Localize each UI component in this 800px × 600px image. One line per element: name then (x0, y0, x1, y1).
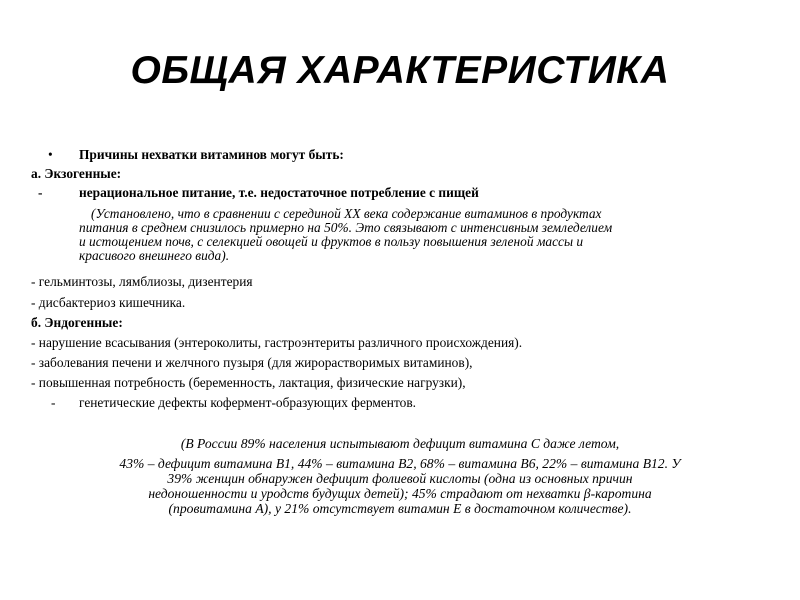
endogenous-item: - нарушение всасывания (энтероколиты, гастроэнтериты различного происхождения). (31, 335, 523, 350)
note-line: и истощением почв, с селекцией овощей и фруктов в пользу повышения зеленой массы и (79, 234, 584, 249)
exogenous-heading: а. Экзогенные: (31, 166, 122, 181)
exogenous-note (79, 207, 612, 263)
exogenous-item: - гельминтозы, лямблиозы, дизентерия (31, 274, 253, 289)
exogenous-item: - дисбактериоз кишечника. (31, 295, 186, 310)
stats-line: (провитамина А), у 21% отсутствует витамин Е в достаточном количестве). (168, 501, 632, 516)
stats-paragraph (0, 436, 800, 516)
note-line: (Установлено, что в сравнении с серединой XX века содержание витаминов в продуктах (91, 206, 602, 221)
endogenous-item: - заболевания печени и желчного пузыря (для жирорастворимых витаминов), (31, 355, 473, 370)
endogenous-last-item: генетические дефекты кофермент-образующих ферментов. (79, 395, 417, 410)
stats-line: 39% женщин обнаружен дефицит фолиевой кислоты (одна из основных причин (167, 471, 633, 486)
bullet-marker: • (48, 147, 53, 162)
slide-title: ОБЩАЯ ХАРАКТЕРИСТИКА (130, 49, 670, 92)
stats-line: (В России 89% населения испытывают дефицит витамина С даже летом, (180, 436, 620, 451)
note-line: красивого внешнего вида). (79, 248, 230, 263)
stats-line: 43% – дефицит витамина В1, 44% – витамина В2, 68% – витамина В6, 22% – витамина В12. У (119, 456, 681, 471)
dash-marker: - (51, 395, 56, 410)
intro-text: Причины нехватки витаминов могут быть: (79, 147, 344, 162)
note-line: питания в среднем снизилось примерно на 50%. Это связывают с интенсивным земледелием (79, 220, 613, 235)
endogenous-heading: б. Эндогенные: (31, 315, 123, 330)
exogenous-item-main: нерациональное питание, т.е. недостаточное потребление с пищей (79, 185, 479, 200)
endogenous-item: - повышенная потребность (беременность, лактация, физические нагрузки), (31, 375, 466, 390)
dash-marker: - (38, 185, 43, 200)
stats-line: недоношенности и уродств будущих детей); 45% страдают от нехватки β-каротина (148, 486, 652, 501)
